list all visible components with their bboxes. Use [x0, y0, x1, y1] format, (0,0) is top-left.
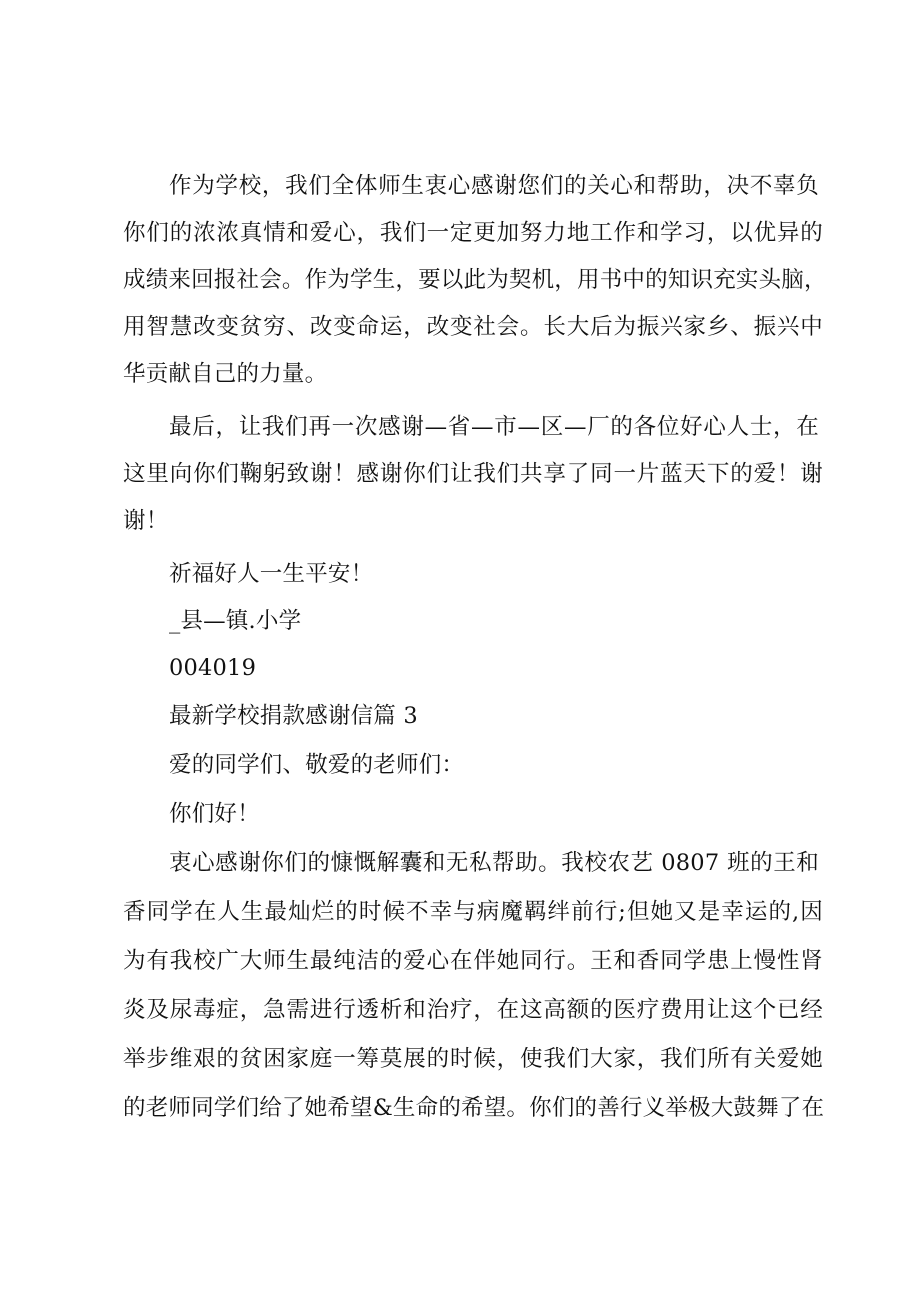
paragraph1-line-1: 作为学校，我们全体师生衷心感谢您们的关心和帮助，决不辜负 — [169, 173, 819, 199]
section-title: 最新学校捐款感谢信篇 3 — [169, 703, 418, 729]
paragraph3-line-3: 为有我校广大师生最纯洁的爱心在伴她同行。王和香同学患上慢性肾 — [123, 948, 823, 974]
paragraph3-line-2: 香同学在人生最灿烂的时候不幸与病魔羁绊前行;但她又是幸运的,因 — [123, 899, 823, 925]
paragraph1-line-4: 用智慧改变贫穷、改变命运，改变社会。长大后为振兴家乡、振兴中 — [123, 314, 823, 340]
paragraph3-line-4: 炎及尿毒症，急需进行透析和治疗，在这高额的医疗费用让这个已经 — [123, 997, 823, 1023]
paragraph2-line-1: 最后，让我们再一次感谢—省—市—区—厂的各位好心人士，在 — [169, 414, 819, 440]
paragraph2-line-2: 这里向你们鞠躬致谢！感谢你们让我们共享了同一片蓝天下的爱！谢 — [123, 461, 823, 487]
paragraph3-line-5: 举步维艰的贫困家庭一筹莫展的时候，使我们大家，我们所有关爱她 — [123, 1046, 823, 1072]
paragraph1-line-2: 你们的浓浓真情和爱心，我们一定更加努力地工作和学习，以优异的 — [123, 220, 823, 246]
salutation-line: 爱的同学们、敬爱的老师们： — [169, 752, 465, 778]
greeting-line: 你们好！ — [169, 801, 260, 827]
paragraph1-line-5: 华贡献自己的力量。 — [123, 361, 328, 387]
signature-line: _县—镇.小学 — [169, 608, 302, 634]
paragraph1-line-3: 成绩来回报社会。作为学生，要以此为契机，用书中的知识充实头脑， — [123, 267, 827, 293]
date-line: 004019 — [169, 655, 257, 681]
blessing-line: 祈福好人一生平安！ — [169, 561, 374, 587]
paragraph2-line-3: 谢！ — [123, 508, 169, 534]
paragraph3-line-6: 的老师同学们给了她希望&生命的希望。你们的善行义举极大鼓舞了在 — [123, 1095, 825, 1121]
paragraph3-line-1: 衷心感谢你们的慷慨解囊和无私帮助。我校农艺 0807 班的王和 — [169, 850, 819, 876]
